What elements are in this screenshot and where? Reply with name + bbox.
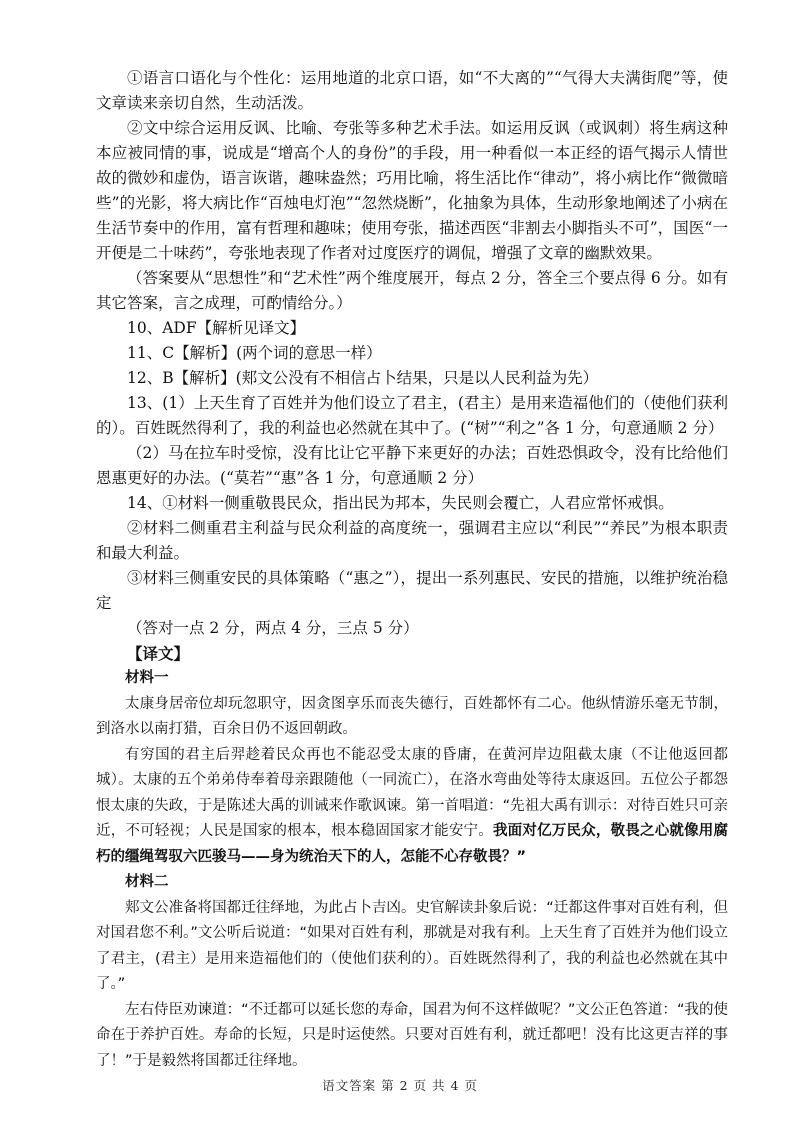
material-2-heading: 材料二 bbox=[125, 874, 169, 890]
page-footer: 语文答案 第 2 页 共 4 页 bbox=[322, 1078, 478, 1093]
answer-point-1: ①语言口语化与个性化：运用地道的北京口语，如“不大离的”“气得大夫满街爬”等，使文章读来亲切自然，生动活泼。 bbox=[96, 69, 728, 112]
answer-q13-part1: 13、(1）上天生育了百姓并为他们设立了君主，(君主）是用来造福他们的（使他们获利的）。百姓既然得利了，我的利益也必然就在其中了。(“树”“利之”各 1 分，句意通顺 2 分） bbox=[96, 394, 728, 437]
translation-paragraph-3: 郏文公准备将国都迁往绎地，为此占卜吉凶。史官解读卦象后说：“迁都这件事对百姓有利，但对国君您不利。”文公听后说道：“如果对百姓有利，那就是对我有利。上天生育了百姓并为他们设立了君主，(君主）是用来造福他们的（使他们获利的）。百姓既然得利了，我的利益也必然就在其中了。” bbox=[96, 899, 728, 992]
answer-point-2: ②文中综合运用反讽、比喻、夸张等多种艺术手法。如运用反讽（或讽刺）将生病这种本应被同情的事，说成是“增高个人的身份”的手段，用一种看似一本正经的语气揭示人情世故的微妙和虚伪，语言诙谐，趣味盎然；巧用比喻，将生活比作“律动”，将小病比作“微微暗些”的光影，将大病比作“百烛电灯泡”“忽然烧断”，化抽象为具体，生动形象地阐述了小病在生活节奏中的作用，富有哲理和趣味；使用夸张，描述西医“非割去小脚指头不可”，国医“一开便是二十味药”，夸张地表现了作者对过度医疗的调侃，增强了文章的幽默效果。 bbox=[96, 119, 728, 262]
answer-q14-scoring: （答对一点 2 分，两点 4 分，三点 5 分） bbox=[127, 619, 419, 637]
answer-q14-point2: ②材料二侧重君主利益与民众利益的高度统一，强调君主应以“利民”“养民”为根本职责和最大利益。 bbox=[96, 519, 728, 562]
scoring-note: （答案要从“思想性”和“艺术性”两个维度展开，每点 2 分，答全三个要点得 6 分。如有其它答案，言之成理，可酌情给分。） bbox=[96, 269, 728, 312]
answer-q10: 10、ADF【解析见译文】 bbox=[127, 319, 306, 337]
translation-paragraph-1: 太康身居帝位却玩忽职守，因贪图享乐而丧失德行，百姓都怀有二心。他纵情游乐毫无节制，到洛水以南打猎，百余日仍不返回朝政。 bbox=[96, 695, 728, 737]
answer-q12: 12、B【解析】(郏文公没有不相信占卜结果，只是以人民利益为先） bbox=[127, 369, 599, 387]
translation-paragraph-4: 左右侍臣劝谏道：“不迁都可以延长您的寿命，国君为何不这样做呢？”文公正色答道：“我的使命在于养护百姓。寿命的长短，只是时运使然。只要对百姓有利，就迁都吧！没有比这更吉祥的事了！”于是毅然将国都迁往绎地。 bbox=[96, 1001, 728, 1069]
answer-q14-point3: ③材料三侧重安民的具体策略（“惠之”），提出一系列惠民、安民的措施，以维护统治稳定 bbox=[96, 569, 728, 612]
answer-q11: 11、C【解析】(两个词的意思一样） bbox=[127, 344, 382, 362]
translation-paragraph-2-emphasis: 我面对亿万民众，敬畏之心就像用腐朽的缰绳驾驭六匹骏马——身为统治天下的人，怎能不心存敬畏？” bbox=[96, 823, 729, 865]
translation-paragraph-2 bbox=[96, 743, 728, 871]
answer-q13-part2: （2）马在拉车时受惊，没有比让它平静下来更好的办法；百姓恐惧政令，没有比给他们恩惠更好的办法。(“莫若”“惠”各 1 分，句意通顺 2 分） bbox=[96, 444, 728, 487]
material-1-heading: 材料一 bbox=[125, 670, 169, 686]
translation-heading: 【译文】 bbox=[127, 644, 190, 663]
answer-q14-point1: 14、①材料一侧重敬畏民众，指出民为邦本，失民则会覆亡，人君应常怀戒惧。 bbox=[127, 494, 674, 512]
page-content bbox=[96, 66, 728, 1074]
translation-paragraph-2-text: 有穷国的君主后羿趁着民众再也不能忍受太康的昏庸，在黄河岸边阻截太康（不让他返回都城）。太康的五个弟弟侍奉着母亲跟随他（一同流亡），在洛水弯曲处等待太康返回。五位公子都怨恨太康的失政，于是陈述大禹的训诫来作歌讽谏。第一首唱道：“先祖大禹有训示：对待百姓只可亲近，不可轻视；人民是国家的根本，根本稳固国家才能安宁。 bbox=[96, 746, 728, 839]
